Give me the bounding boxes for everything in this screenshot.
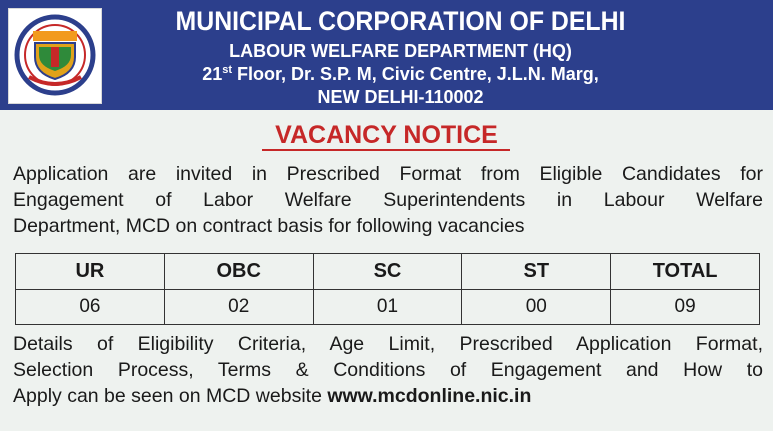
header-cell-ur: UR [16, 254, 165, 290]
value-cell-ur: 06 [16, 289, 165, 325]
intro-line: Department, MCD on contract basis for following vacancies [13, 215, 525, 237]
address-floor-number: 21 [202, 64, 223, 84]
intro-line: Engagement of Labor Welfare Superintendents in Labour Welfare [13, 189, 763, 211]
mcd-logo [8, 8, 102, 104]
emblem-icon [13, 13, 97, 99]
value-cell-total: 09 [611, 289, 760, 325]
value-cell-st: 00 [462, 289, 611, 325]
header-cell-obc: OBC [164, 254, 313, 290]
intro-line: Application are invited in Prescribed Format from Eligible Candidates for [13, 163, 763, 185]
address-line [108, 63, 693, 85]
city-line: NEW DELHI-110002 [317, 87, 484, 107]
table-row [16, 289, 760, 325]
table-header-row [16, 254, 760, 290]
notice-title: VACANCY NOTICE [275, 121, 498, 149]
header-banner [0, 0, 773, 110]
value-cell-sc: 01 [313, 289, 462, 325]
header-cell-sc: SC [313, 254, 462, 290]
details-prefix: Apply can be seen on MCD website [13, 385, 328, 407]
address-rest: Floor, Dr. S.P. M, Civic Centre, J.L.N. Marg, [232, 64, 599, 84]
intro-paragraph [13, 161, 763, 239]
header-cell-total: TOTAL [611, 254, 760, 290]
address-floor-suffix: st [222, 64, 233, 76]
details-line: Details of Eligibility Criteria, Age Limit, Prescribed Application Format, [13, 333, 763, 355]
value-cell-obc: 02 [164, 289, 313, 325]
details-line: Selection Process, Terms & Conditions of Engagement and How to [13, 359, 763, 381]
details-paragraph [13, 331, 763, 409]
org-name: MUNICIPAL CORPORATION OF DELHI [175, 6, 626, 36]
header-cell-st: ST [462, 254, 611, 290]
vacancy-table [15, 253, 760, 325]
department-name: LABOUR WELFARE DEPARTMENT (HQ) [229, 41, 572, 61]
details-line-last [13, 383, 763, 409]
title-underline [262, 149, 510, 151]
website-link[interactable]: www.mcdonline.nic.in [327, 385, 532, 407]
